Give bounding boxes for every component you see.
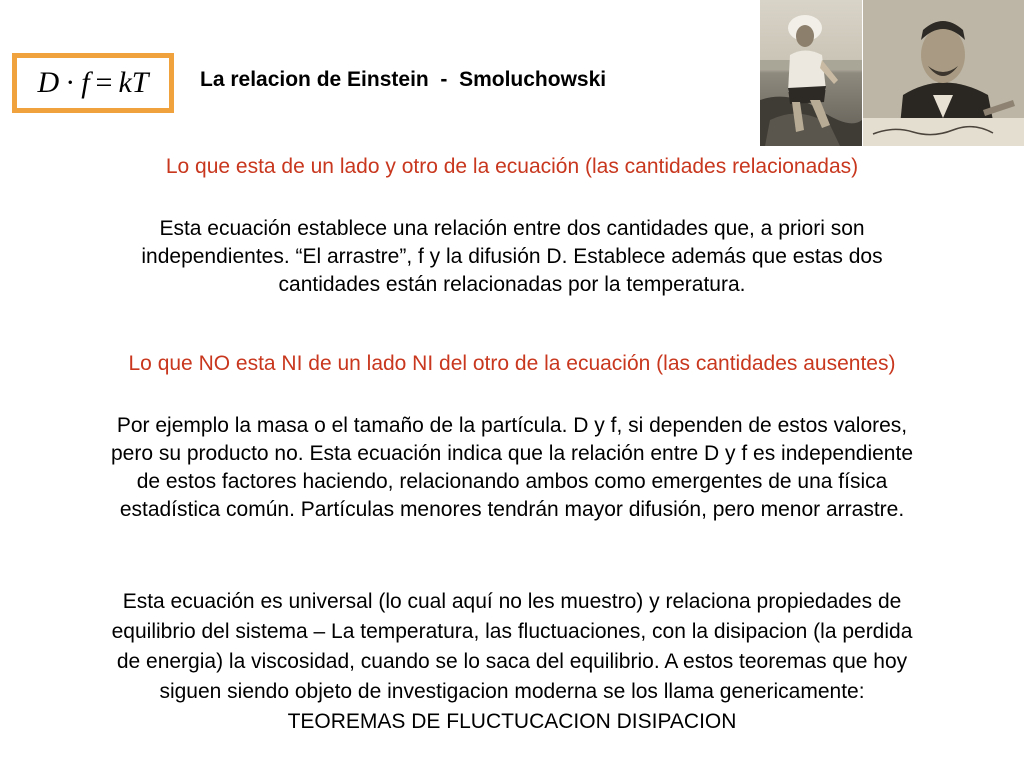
- section3-line: equilibrio del sistema – La temperatura, las fluctuaciones, con la disipacion (la perdida: [111, 620, 913, 643]
- formula-kt: kT: [118, 66, 149, 99]
- formula-equals: =: [95, 66, 113, 99]
- section2-line: pero su producto no. Esta ecuación indica que la relación entre D y f es independiente: [110, 442, 914, 465]
- section3-paragraph: [18, 587, 1006, 737]
- section1-paragraph: [18, 215, 1006, 299]
- section1-line: Esta ecuación establece una relación entre dos cantidades que, a priori son: [159, 217, 865, 240]
- section2-line: Por ejemplo la masa o el tamaño de la partícula. D y f, si dependen de estos valores,: [116, 414, 908, 437]
- section2-line: estadística común. Partículas menores tendrán mayor difusión, pero menor arrastre.: [119, 498, 905, 521]
- section2-heading: Lo que NO esta NI de un lado NI del otro de la ecuación (las cantidades ausentes): [128, 352, 896, 375]
- section1-line: cantidades están relacionadas por la temperatura.: [278, 273, 746, 296]
- formula-f: f: [81, 66, 90, 99]
- section3-line: Esta ecuación es universal (lo cual aquí no les muestro) y relaciona propiedades de: [122, 590, 902, 613]
- slide-title: La relacion de Einstein - Smoluchowski: [200, 68, 607, 91]
- section1-heading: Lo que esta de un lado y otro de la ecuación (las cantidades relacionadas): [165, 155, 859, 178]
- section1-line: independientes. “El arrastre”, f y la difusión D. Establece además que estas dos: [141, 245, 883, 268]
- formula-dot: ·: [65, 66, 76, 99]
- section3-line: de energia) la viscosidad, cuando se lo saca del equilibrio. A estos teoremas que hoy: [116, 650, 908, 673]
- section2-line: de estos factores haciendo, relacionando ambos como emergentes de una física: [136, 470, 888, 493]
- formula-d: D: [37, 66, 60, 99]
- section2-paragraph: [18, 412, 1006, 524]
- section3-line: siguen siendo objeto de investigacion moderna se los llama genericamente:: [159, 680, 865, 703]
- einstein-photo: [760, 0, 862, 146]
- smoluchowski-photo: [863, 0, 1024, 146]
- section3-line: TEOREMAS DE FLUCTUCACION DISIPACION: [287, 710, 737, 733]
- formula-box: [12, 53, 174, 113]
